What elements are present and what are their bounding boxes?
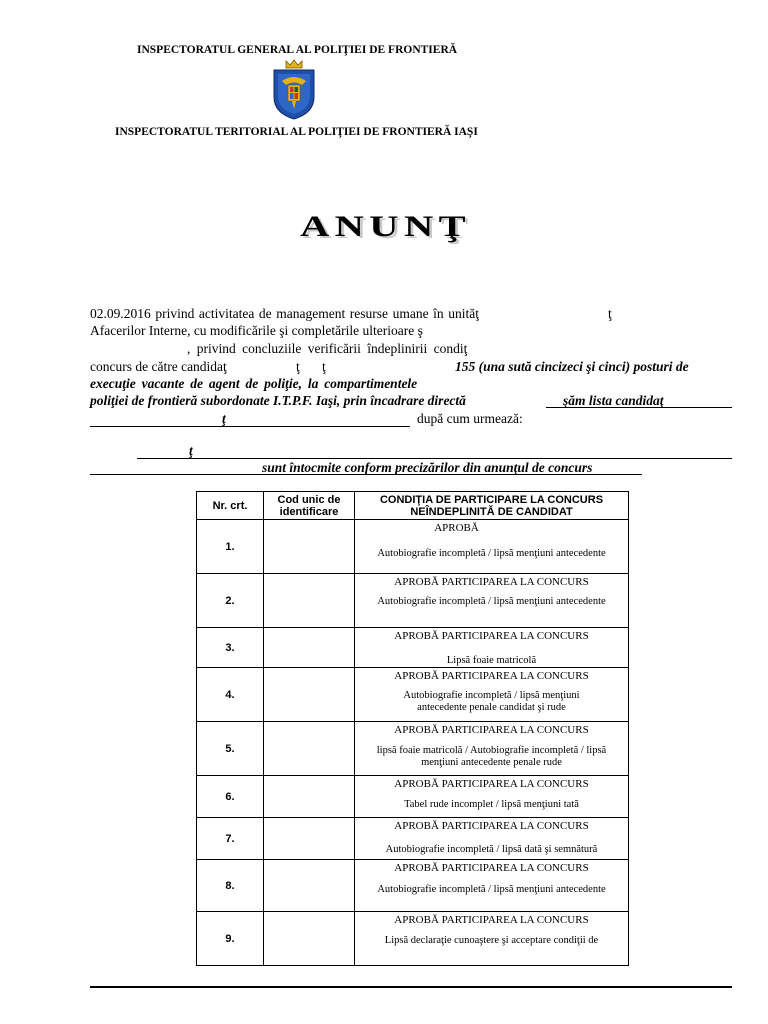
- row-reason: Autobiografie incompletă / lipsă menţiuni antecedente: [377, 596, 606, 607]
- table-row: [197, 776, 629, 818]
- body-line-1-text: 02.09.2016 privind activitatea de management resurse umane în unităţ: [90, 306, 479, 321]
- row-status: APROBĂ PARTICIPAREA LA CONCURS: [394, 630, 589, 642]
- row-code: [264, 776, 355, 818]
- table-row: [197, 520, 629, 574]
- row-number: 8.: [197, 860, 264, 912]
- body-line-4: [90, 359, 732, 375]
- body-line-9: sunt întocmite conform precizărilor din anunţul de concurs: [262, 460, 593, 475]
- row-code: [264, 722, 355, 776]
- body-line-1: [90, 306, 732, 322]
- row-status: APROBĂ PARTICIPAREA LA CONCURS: [394, 778, 589, 790]
- body-line-3: , privind concluziile verificării îndeplinirii condiţ: [187, 341, 468, 356]
- table-row: [197, 860, 629, 912]
- underline-8: [137, 458, 732, 459]
- row-reason: Autobiografie incompletă / lipsă menţiuni antecedente penale candidat şi rude: [403, 690, 580, 713]
- document-title: ANUNŢ: [300, 210, 472, 243]
- row-condition: [355, 722, 629, 776]
- body-line-4-glyph-a: ţ: [296, 359, 300, 374]
- row-status: APROBĂ PARTICIPAREA LA CONCURS: [394, 576, 589, 588]
- row-number: 5.: [197, 722, 264, 776]
- row-number: 9.: [197, 912, 264, 966]
- table-header-row: [197, 492, 629, 520]
- body-line-1-tail: ţ: [608, 306, 612, 321]
- table-row: [197, 912, 629, 966]
- row-number: 4.: [197, 668, 264, 722]
- underline-7: [90, 426, 410, 427]
- row-status: APROBĂ: [434, 522, 479, 534]
- row-condition: [355, 860, 629, 912]
- row-status: APROBĂ PARTICIPAREA LA CONCURS: [394, 862, 589, 874]
- row-condition: [355, 818, 629, 860]
- body-line-6-text: poliţiei de frontieră subordonate I.T.P.F. Iaşi, prin încadrare directă: [90, 393, 466, 408]
- row-reason: Autobiografie incompletă / lipsă menţiuni antecedente: [377, 884, 606, 895]
- body-line-7-glyph: ţ: [222, 411, 226, 426]
- header-condition: CONDIŢIA DE PARTICIPARE LA CONCURS NEÎNDEPLINITĂ DE CANDIDAT: [355, 492, 629, 520]
- header-nr: Nr. crt.: [197, 492, 264, 520]
- table-row: [197, 628, 629, 668]
- org-territorial-heading: INSPECTORATUL TERITORIAL AL POLIŢIEI DE FRONTIERĂ IAŞI: [115, 126, 478, 138]
- row-code: [264, 818, 355, 860]
- row-reason: Autobiografie incompletă / lipsă dată şi semnătură: [385, 844, 598, 855]
- body-line-7-text: după cum urmează:: [417, 411, 523, 426]
- candidates-table: [196, 491, 629, 966]
- row-reason: lipsă foaie matricolă / Autobiografie incompletă / lipsă menţiuni antecedente penale rude: [376, 745, 607, 768]
- table-row: [197, 722, 629, 776]
- header-code: Cod unic de identificare: [264, 492, 355, 520]
- table-row: [197, 574, 629, 628]
- row-number: 2.: [197, 574, 264, 628]
- footer-divider: [90, 986, 732, 988]
- row-condition: [355, 628, 629, 668]
- body-line-5: execuţie vacante de agent de poliţie, la compartimentele: [90, 376, 418, 391]
- row-condition: [355, 776, 629, 818]
- row-reason: Autobiografie incompletă / lipsă menţiuni antecedente: [377, 548, 606, 559]
- row-code: [264, 668, 355, 722]
- row-condition: [355, 574, 629, 628]
- body-line-4-text: concurs de către candidaţ: [90, 359, 227, 374]
- row-condition: [355, 668, 629, 722]
- row-code: [264, 860, 355, 912]
- body-line-8: ţ: [189, 443, 193, 458]
- row-condition: [355, 912, 629, 966]
- row-code: [264, 628, 355, 668]
- table-row: [197, 818, 629, 860]
- row-reason: Lipsă foaie matricolă: [446, 655, 537, 666]
- row-status: APROBĂ PARTICIPAREA LA CONCURS: [394, 724, 589, 736]
- body-line-2: Afacerilor Interne, cu modificările şi completările ulterioare ş: [90, 323, 423, 338]
- row-number: 6.: [197, 776, 264, 818]
- body-line-4-glyph-b: ţ: [322, 359, 326, 374]
- row-code: [264, 520, 355, 574]
- row-number: 7.: [197, 818, 264, 860]
- row-number: 3.: [197, 628, 264, 668]
- row-code: [264, 912, 355, 966]
- coat-of-arms-icon: [272, 59, 316, 121]
- row-status: APROBĂ PARTICIPAREA LA CONCURS: [394, 914, 589, 926]
- row-reason: Lipsă declaraţie cunoaştere şi acceptare condiţii de: [384, 935, 599, 946]
- row-condition: [355, 520, 629, 574]
- row-number: 1.: [197, 520, 264, 574]
- org-general-heading: INSPECTORATUL GENERAL AL POLIŢIEI DE FRONTIERĂ: [137, 44, 458, 56]
- row-code: [264, 574, 355, 628]
- body-line-6-tail: şăm lista candidaţ: [563, 393, 664, 408]
- body-line-4-posts: 155 (una sută cincizeci şi cinci) posturi de: [455, 359, 689, 374]
- underline-6: [546, 407, 732, 408]
- row-status: APROBĂ PARTICIPAREA LA CONCURS: [394, 670, 589, 682]
- underline-9: [90, 474, 642, 475]
- table-row: [197, 668, 629, 722]
- row-status: APROBĂ PARTICIPAREA LA CONCURS: [394, 820, 589, 832]
- row-reason: Tabel rude incomplet / lipsă menţiuni tată: [404, 799, 579, 810]
